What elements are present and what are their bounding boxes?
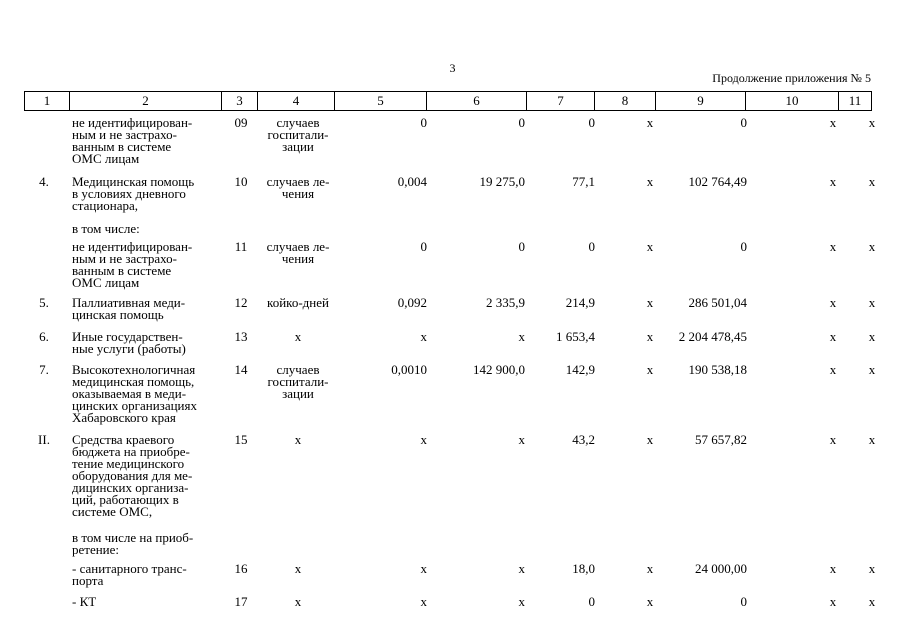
cell-col11: х	[868, 594, 876, 609]
cell-col9: 0	[740, 239, 747, 254]
cell-col5: 0,092	[397, 295, 427, 310]
col-header-10: 10	[746, 92, 839, 111]
cell-col7: 0	[588, 115, 595, 130]
row-title: Паллиативная меди- цинская помощь	[72, 295, 186, 322]
col-header-7: 7	[527, 92, 595, 111]
row-title: в том числе:	[72, 221, 140, 236]
cell-col8: х	[646, 239, 654, 254]
row-title: - санитарного транс- порта	[72, 561, 187, 588]
row-unit: койко-дней	[267, 295, 329, 310]
cell-col11: х	[868, 432, 876, 447]
cell-col8: х	[646, 329, 654, 344]
row-unit: случаев госпитали- зации	[267, 115, 329, 154]
col-header-3: 3	[222, 92, 258, 111]
row-unit: х	[294, 594, 302, 609]
cell-col10: х	[829, 594, 837, 609]
row-title: Высокотехнологичная медицинская помощь, оказываемая в меди- цинских организациях Хабаровского края	[72, 362, 197, 425]
cell-col11: х	[868, 362, 876, 377]
row-code: 09	[234, 115, 248, 130]
cell-col9: 0	[740, 594, 747, 609]
cell-col10: х	[829, 115, 837, 130]
row-number: 4.	[39, 174, 49, 189]
row-unit: случаев госпитали- зации	[267, 362, 329, 401]
row-number: II.	[38, 432, 50, 447]
col-header-4: 4	[258, 92, 335, 111]
cell-col8: х	[646, 362, 654, 377]
cell-col11: х	[868, 174, 876, 189]
cell-col11: х	[868, 115, 876, 130]
cell-col8: х	[646, 174, 654, 189]
row-unit: случаев ле- чения	[266, 174, 330, 201]
cell-col7: 77,1	[572, 174, 595, 189]
cell-col6: х	[518, 329, 525, 344]
cell-col10: х	[829, 174, 837, 189]
cell-col10: х	[829, 295, 837, 310]
cell-col5: 0,004	[397, 174, 427, 189]
cell-col5: 0	[420, 239, 427, 254]
cell-col9: 286 501,04	[688, 295, 747, 310]
cell-col5: х	[420, 432, 427, 447]
col-header-11: 11	[839, 92, 872, 111]
row-code: 15	[234, 432, 248, 447]
cell-col7: 43,2	[572, 432, 595, 447]
row-unit: х	[294, 432, 302, 447]
row-title: Медицинская помощь в условиях дневного стационара,	[72, 174, 195, 213]
cell-col10: х	[829, 561, 837, 576]
cell-col5: х	[420, 329, 427, 344]
cell-col8: х	[646, 295, 654, 310]
row-unit: случаев ле- чения	[266, 239, 330, 266]
row-code: 17	[234, 594, 248, 609]
row-code: 10	[234, 174, 248, 189]
cell-col7: 18,0	[572, 561, 595, 576]
cell-col6: 0	[518, 115, 525, 130]
row-title: не идентифицирован- ным и не застрахо- ванным в системе ОМС лицам	[72, 239, 193, 290]
cell-col6: х	[518, 432, 525, 447]
row-unit: х	[294, 329, 302, 344]
cell-col11: х	[868, 561, 876, 576]
column-number-header	[24, 91, 872, 111]
cell-col5: 0	[420, 115, 427, 130]
cell-col10: х	[829, 329, 837, 344]
cell-col9: 190 538,18	[688, 362, 747, 377]
cell-col9: 2 204 478,45	[678, 329, 747, 344]
row-number: 6.	[39, 329, 49, 344]
cell-col8: х	[646, 115, 654, 130]
cell-col7: 1 653,4	[556, 329, 595, 344]
row-code: 12	[234, 295, 248, 310]
cell-col5: х	[420, 594, 427, 609]
row-title: Средства краевого бюджета на приобре- тение медицинского оборудования для ме- дицинских организа- ций, работающих в системе ОМС,	[72, 432, 193, 519]
row-unit: х	[294, 561, 302, 576]
continuation-label: Продолжение приложения № 5	[712, 71, 871, 85]
cell-col6: 0	[518, 239, 525, 254]
cell-col6: 2 335,9	[486, 295, 525, 310]
cell-col8: х	[646, 561, 654, 576]
cell-col7: 214,9	[565, 295, 595, 310]
row-number: 5.	[39, 295, 49, 310]
cell-col9: 0	[740, 115, 747, 130]
cell-col8: х	[646, 432, 654, 447]
row-number: 7.	[39, 362, 49, 377]
row-code: 16	[234, 561, 248, 576]
cell-col6: 19 275,0	[479, 174, 525, 189]
cell-col10: х	[829, 432, 837, 447]
table-body	[24, 111, 878, 640]
col-header-6: 6	[427, 92, 527, 111]
cell-col10: х	[829, 239, 837, 254]
cell-col11: х	[868, 239, 876, 254]
cell-col9: 57 657,82	[695, 432, 747, 447]
col-header-5: 5	[335, 92, 427, 111]
col-header-9: 9	[656, 92, 746, 111]
row-code: 14	[234, 362, 248, 377]
row-title: Иные государствен- ные услуги (работы)	[72, 329, 186, 356]
row-code: 11	[234, 239, 248, 254]
row-title: в том числе на приоб- ретение:	[72, 530, 194, 557]
cell-col11: х	[868, 295, 876, 310]
row-title: не идентифицирован- ным и не застрахо- ванным в системе ОМС лицам	[72, 115, 193, 166]
cell-col7: 0	[588, 239, 595, 254]
row-code: 13	[234, 329, 248, 344]
cell-col9: 102 764,49	[688, 174, 747, 189]
cell-col9: 24 000,00	[695, 561, 747, 576]
cell-col6: х	[518, 561, 525, 576]
cell-col5: х	[420, 561, 427, 576]
cell-col8: х	[646, 594, 654, 609]
cell-col10: х	[829, 362, 837, 377]
cell-col6: х	[518, 594, 525, 609]
cell-col7: 142,9	[565, 362, 595, 377]
row-title: - КТ	[72, 594, 97, 609]
header-row	[25, 92, 872, 111]
col-header-8: 8	[595, 92, 656, 111]
cell-col7: 0	[588, 594, 595, 609]
page-number: 3	[449, 61, 456, 75]
cell-col5: 0,0010	[391, 362, 427, 377]
col-header-1: 1	[25, 92, 70, 111]
col-header-2: 2	[70, 92, 222, 111]
cell-col11: х	[868, 329, 876, 344]
cell-col6: 142 900,0	[473, 362, 525, 377]
